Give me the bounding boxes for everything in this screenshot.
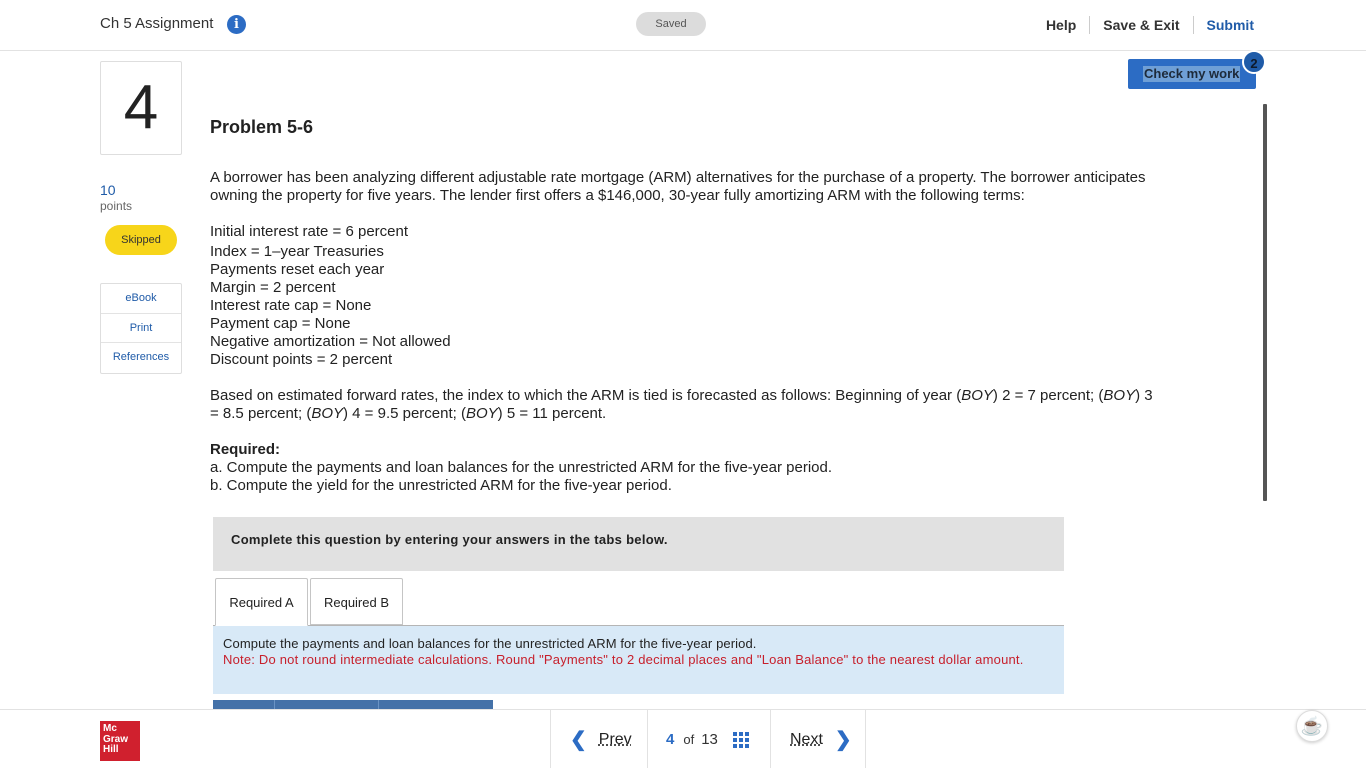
question-tools [100,283,182,374]
prev-button[interactable] [550,710,647,768]
required-section [210,441,832,495]
info-icon[interactable]: i [227,15,246,34]
required-b-text: b. Compute the yield for the unrestricted ARM for the five-year period. [210,477,672,494]
forecast-text: ) 3 = 8.5 percent; ( [210,387,1153,422]
boy-term: BOY [311,405,343,422]
instruction-text: Complete this question by entering your answers in the tabs below. [231,532,668,547]
forecast-text: ) 5 = 11 percent. [497,405,607,422]
skipped-status-badge: Skipped [105,225,177,255]
term-item: Interest rate cap = None [210,297,372,314]
save-exit-button[interactable]: Save & Exit [1103,17,1180,33]
next-label: Next [790,730,823,748]
forecast-paragraph [210,387,1160,423]
footer-nav [0,709,1366,768]
forecast-text: ) 4 = 9.5 percent; ( [343,405,466,422]
print-link[interactable]: Print [101,314,181,344]
submit-button[interactable]: Submit [1206,17,1254,33]
mcgraw-hill-logo [100,721,140,761]
logo-text: Hill [103,744,119,755]
points-value: 10 [100,182,116,198]
tab-instruction-panel [213,626,1064,694]
term-item: Negative amortization = Not allowed [210,333,451,350]
check-my-work-label: Check my work [1144,66,1240,81]
total-questions: 13 [701,731,718,748]
required-a-text: a. Compute the payments and loan balances for the unrestricted ARM for the five-year period. [210,459,833,476]
tab-instruction-text: Compute the payments and loan balances for the unrestricted ARM for the five-year period. [223,636,757,651]
next-button[interactable] [770,710,866,768]
points-label: points [100,199,133,213]
header-actions [1046,16,1254,34]
forecast-text: ) 2 = 7 percent; ( [992,387,1104,404]
answer-tabs [213,578,1064,626]
check-my-work-button[interactable] [1128,59,1256,89]
boy-term: BOY [465,405,498,422]
term-item: Discount points = 2 percent [210,351,393,368]
logo-text: Mc [103,723,117,734]
scrollbar[interactable] [1263,104,1267,501]
problem-intro: A borrower has been analyzing different adjustable rate mortgage (ARM) alternatives for the purchase of a property. The borrower anticipates owning the property for five years. The lender first offers a $146,000, 30-year fully amortizing ARM with the following terms: [210,169,1146,204]
top-header [0,0,1366,51]
boy-term: BOY [961,387,993,404]
required-heading: Required: [210,441,281,458]
assignment-title: Ch 5 Assignment [100,15,214,32]
term-item: Initial interest rate = 6 percent [210,223,409,240]
assistant-avatar-icon[interactable]: ☕ [1296,710,1328,742]
rounding-note: Note: Do not round intermediate calculations. Round "Payments" to 2 decimal places and "Loan Balance" to the nearest dollar amount. [223,652,1024,667]
question-position[interactable] [647,710,770,768]
saved-status-badge: Saved [636,12,706,36]
question-navigation [550,710,866,768]
boy-term: BOY [1103,387,1136,404]
term-item: Payment cap = None [210,315,351,332]
help-link[interactable]: Help [1045,17,1077,33]
forecast-text: Based on estimated forward rates, the index to which the ARM is tied is forecasted as follows: Beginning of year ( [210,387,962,404]
chevron-left-icon: ❮ [570,728,587,751]
current-question: 4 [666,731,675,748]
check-attempts-badge: 2 [1242,50,1266,74]
question-number: 4 [100,61,182,155]
problem-title: Problem 5-6 [210,117,314,137]
ebook-link[interactable]: eBook [101,284,181,314]
loan-terms-list [210,223,451,369]
chevron-right-icon: ❯ [834,728,852,751]
divider [1089,16,1090,34]
tab-required-a[interactable]: Required A [215,578,308,626]
tab-required-b[interactable]: Required B [310,578,403,625]
term-item: Margin = 2 percent [210,279,336,296]
grid-icon[interactable] [733,732,749,748]
divider [1193,16,1194,34]
of-label: of [683,732,695,747]
logo-text: Graw [103,733,129,745]
term-item: Index = 1–year Treasuries [210,243,384,260]
prev-label: Prev [598,730,632,748]
instruction-panel [213,517,1064,571]
term-item: Payments reset each year [210,261,385,278]
references-link[interactable]: References [112,351,170,363]
